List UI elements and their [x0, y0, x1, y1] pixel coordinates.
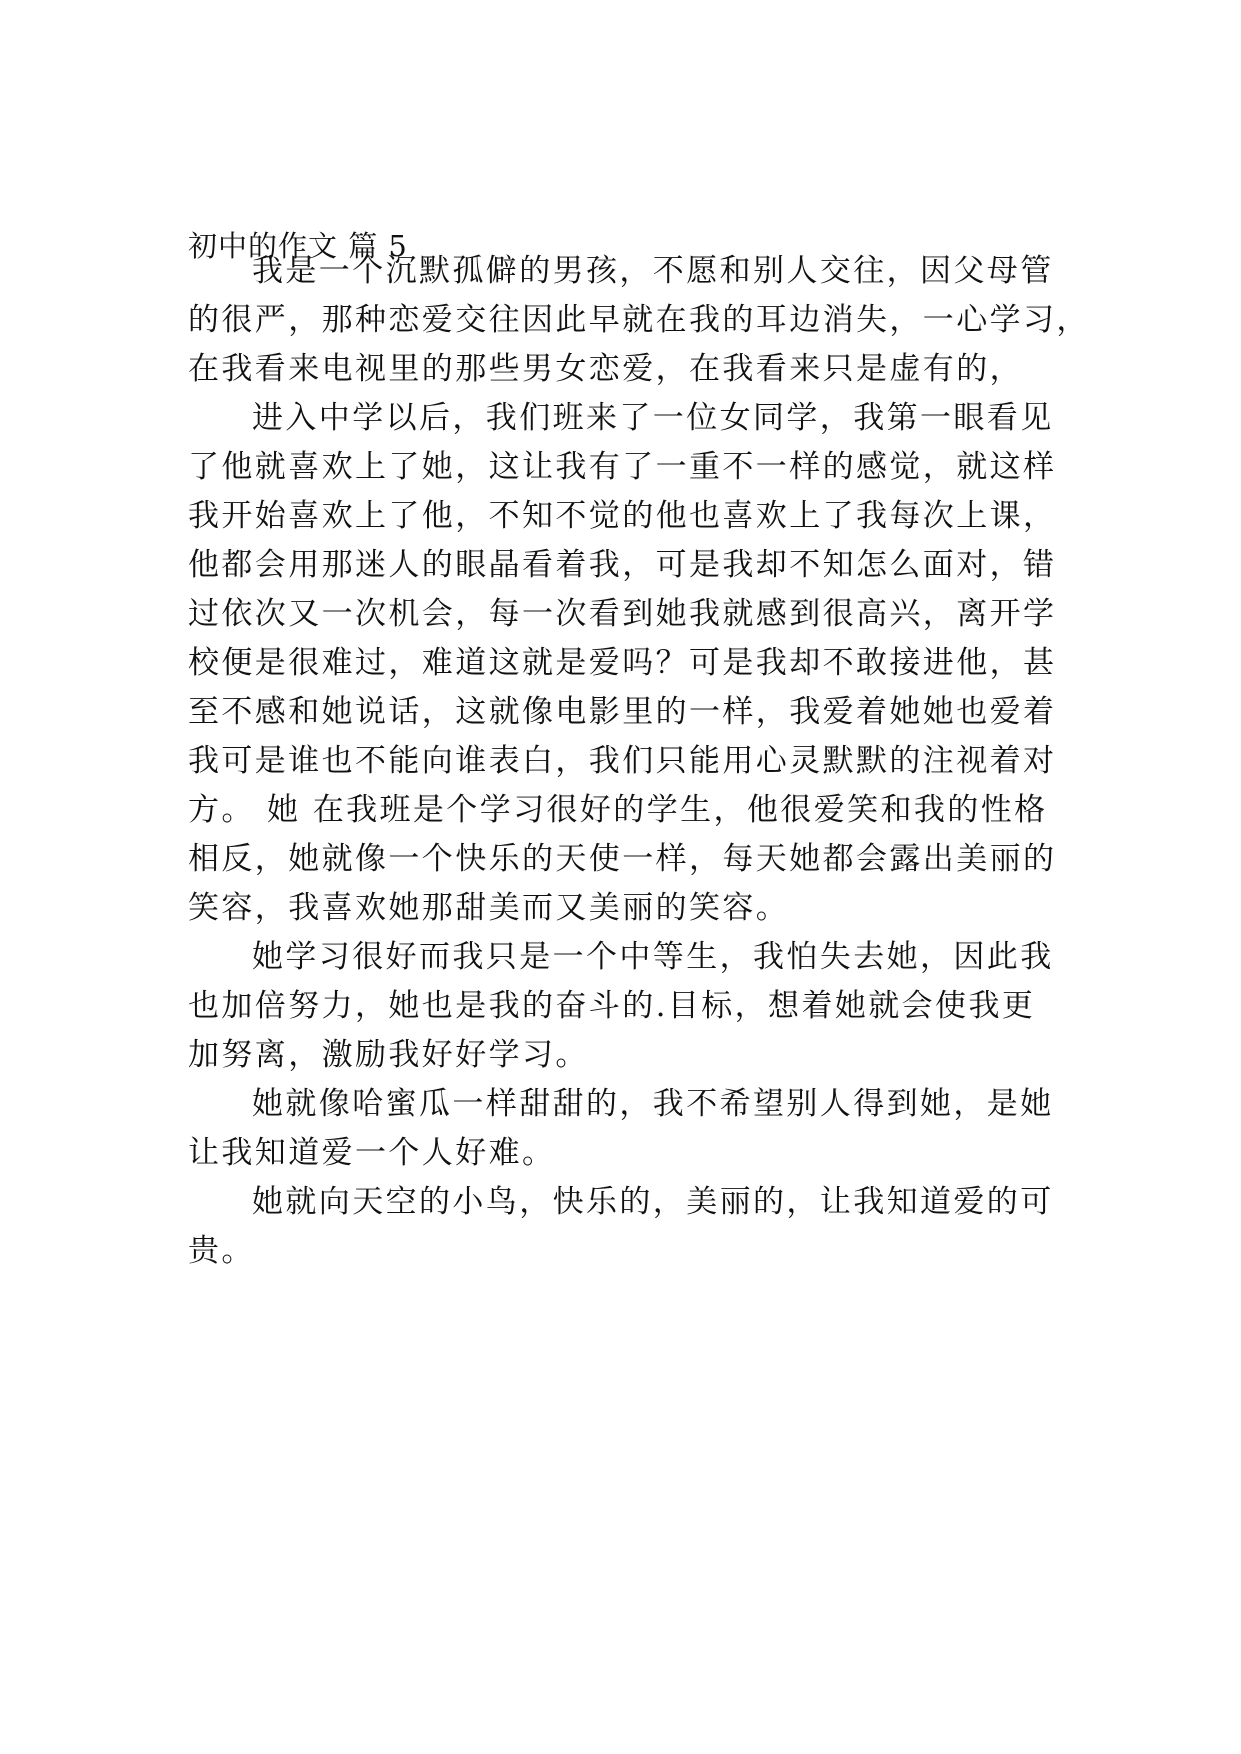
paragraph-line: 贵。: [188, 1233, 255, 1269]
paragraph-line: 过依次又一次机会，每一次看到她我就感到很高兴，离开学: [188, 596, 1057, 632]
paragraph-line: 相反，她就像一个快乐的天使一样，每天她都会露出美丽的: [188, 841, 1057, 877]
paragraph-line: 在我看来电视里的那些男女恋爱，在我看来只是虚有的，: [188, 351, 1023, 387]
paragraph-line: 让我知道爱一个人好难。: [188, 1135, 556, 1171]
paragraph-line: 的很严，那种恋爱交往因此早就在我的耳边消失，一心学习，: [188, 302, 1090, 338]
paragraph-line: 她学习很好而我只是一个中等生，我怕失去她，因此我: [252, 939, 1054, 975]
document-title: 初中的作文 篇 5: [188, 229, 408, 263]
paragraph-line: 也加倍努力，她也是我的奋斗的.目标，想着她就会使我更: [188, 988, 1036, 1024]
paragraph-line: 她就向天空的小鸟，快乐的，美丽的，让我知道爱的可: [252, 1184, 1054, 1220]
paragraph-line: 至不感和她说话，这就像电影里的一样，我爱着她她也爱着: [188, 694, 1057, 730]
paragraph-line: 笑容，我喜欢她那甜美而又美丽的笑容。: [188, 890, 790, 926]
paragraph-line: 她就像哈蜜瓜一样甜甜的，我不希望别人得到她，是她: [252, 1086, 1054, 1122]
paragraph-line: 他都会用那迷人的眼晶看着我，可是我却不知怎么面对，错: [188, 547, 1057, 583]
paragraph-line: 校便是很难过，难道这就是爱吗？可是我却不敢接进他，甚: [188, 645, 1057, 681]
paragraph-line: 加努离，激励我好好学习。: [188, 1037, 589, 1073]
paragraph-line: 进入中学以后，我们班来了一位女同学，我第一眼看见: [252, 400, 1054, 436]
paragraph-line: 我是一个沉默孤僻的男孩，不愿和别人交往，因父母管: [252, 253, 1054, 289]
paragraph-line: 我可是谁也不能向谁表白，我们只能用心灵默默的注视着对: [188, 743, 1057, 779]
paragraph-line: 我开始喜欢上了他，不知不觉的他也喜欢上了我每次上课，: [188, 498, 1057, 534]
paragraph-line: 方。 她 在我班是个学习很好的学生，他很爱笑和我的性格: [188, 792, 1048, 828]
paragraph-line: 了他就喜欢上了她，这让我有了一重不一样的感觉，就这样: [188, 449, 1057, 485]
